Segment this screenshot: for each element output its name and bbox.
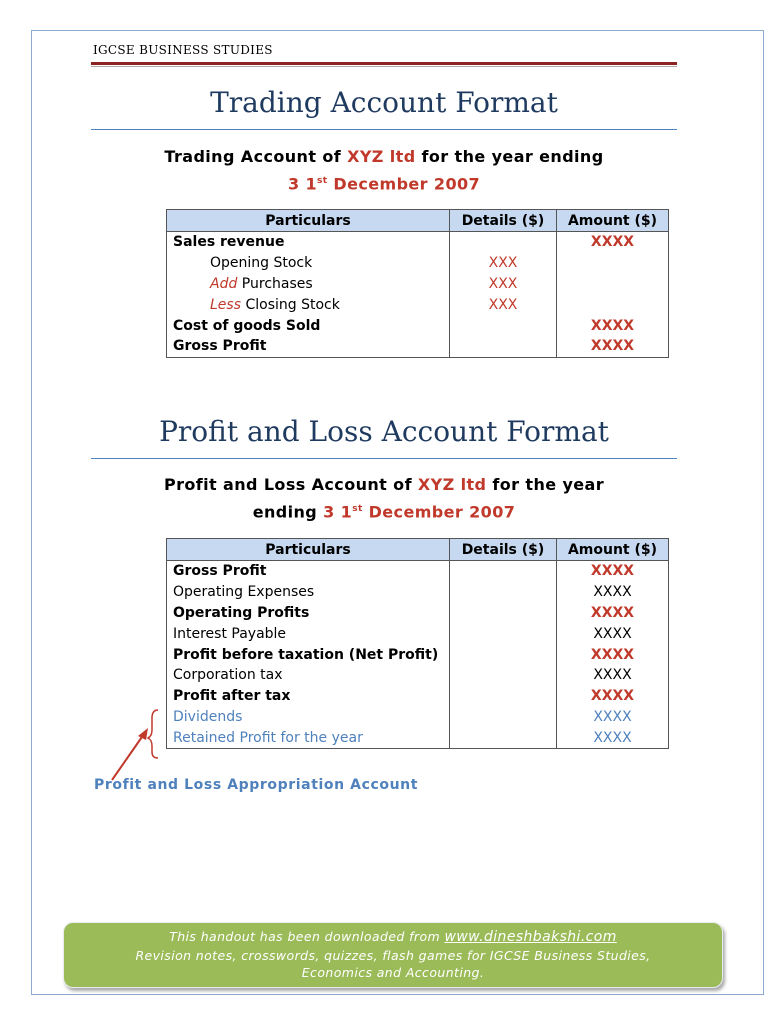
row-details xyxy=(450,315,557,336)
row-label: Gross Profit xyxy=(167,336,450,357)
column-header-details: Details ($) xyxy=(450,210,557,232)
table-row xyxy=(167,274,669,295)
row-details xyxy=(450,232,557,253)
row-details xyxy=(450,686,557,707)
table-row xyxy=(167,294,669,315)
row-label: Sales revenue xyxy=(167,232,450,253)
column-header-amount: Amount ($) xyxy=(557,539,669,561)
pl-subtitle-b: for the year xyxy=(486,475,605,494)
row-prefix: Less xyxy=(210,296,242,313)
row-details xyxy=(450,336,557,357)
trading-subtitle-b: for the year ending xyxy=(415,147,604,166)
column-header-details: Details ($) xyxy=(450,539,557,561)
row-label: Gross Profit xyxy=(167,561,450,582)
footer-line-1 xyxy=(63,929,723,945)
row-amount: XXXX xyxy=(557,315,669,336)
row-details xyxy=(450,707,557,728)
row-details xyxy=(450,644,557,665)
row-details: XXX xyxy=(450,253,557,274)
row-label: Operating Expenses xyxy=(167,582,450,603)
row-details xyxy=(450,582,557,603)
pl-table xyxy=(166,538,669,749)
row-amount: XXXX xyxy=(557,707,669,728)
table-header-row xyxy=(167,539,669,561)
pl-subtitle-sup: st xyxy=(352,504,363,514)
header-rule-thin xyxy=(91,66,677,67)
row-amount: XXXX xyxy=(557,232,669,253)
pl-subtitle-a: Profit and Loss Account of xyxy=(163,475,418,494)
row-label: Closing Stock xyxy=(241,296,340,313)
row-amount: XXXX xyxy=(557,603,669,624)
table-row xyxy=(167,665,669,686)
pl-subtitle-company: XYZ ltd xyxy=(417,475,487,494)
row-label: Interest Payable xyxy=(167,623,450,644)
trading-subtitle-company: XYZ ltd xyxy=(347,147,416,166)
table-row xyxy=(167,336,669,357)
trading-table xyxy=(166,209,669,358)
footer-link[interactable]: www.dineshbakshi.com xyxy=(444,929,617,945)
pl-subtitle-day: 3 1 xyxy=(323,502,353,522)
row-amount xyxy=(557,253,669,274)
row-label-cell xyxy=(167,274,450,295)
row-label: Cost of goods Sold xyxy=(167,315,450,336)
row-amount: XXXX xyxy=(557,623,669,644)
row-label: Profit before taxation (Net Profit) xyxy=(167,644,450,665)
row-label: Retained Profit for the year xyxy=(167,727,450,748)
row-label: Profit after tax xyxy=(167,686,450,707)
column-header-particulars: Particulars xyxy=(167,539,450,561)
table-row xyxy=(167,315,669,336)
trading-subtitle xyxy=(91,144,677,196)
row-amount: XXXX xyxy=(557,644,669,665)
row-details xyxy=(450,727,557,748)
header-label: IGCSE BUSINESS STUDIES xyxy=(93,43,273,57)
table-row xyxy=(167,707,669,728)
pl-title: Profit and Loss Account Format xyxy=(159,415,609,448)
row-amount: XXXX xyxy=(557,582,669,603)
trading-subtitle-day: 3 1 xyxy=(287,174,317,194)
table-row xyxy=(167,727,669,748)
row-details xyxy=(450,561,557,582)
trading-title-rule xyxy=(91,129,677,130)
row-amount xyxy=(557,294,669,315)
table-row xyxy=(167,561,669,582)
table-row xyxy=(167,253,669,274)
row-label: Operating Profits xyxy=(167,603,450,624)
row-label: Purchases xyxy=(237,275,313,292)
row-label: Dividends xyxy=(167,707,450,728)
row-details xyxy=(450,665,557,686)
header-rule xyxy=(91,62,677,65)
row-details xyxy=(450,623,557,644)
table-row xyxy=(167,644,669,665)
footer-line-3: Economics and Accounting. xyxy=(301,965,485,980)
column-header-amount: Amount ($) xyxy=(557,210,669,232)
pl-subtitle xyxy=(91,472,677,524)
table-row xyxy=(167,686,669,707)
row-amount: XXXX xyxy=(557,336,669,357)
row-label: Corporation tax xyxy=(167,665,450,686)
appropriation-label: Profit and Loss Appropriation Account xyxy=(94,777,419,793)
table-row xyxy=(167,232,669,253)
row-amount: XXXX xyxy=(557,665,669,686)
row-amount: XXXX xyxy=(557,561,669,582)
table-row xyxy=(167,623,669,644)
row-details xyxy=(450,603,557,624)
row-label-cell xyxy=(167,294,450,315)
row-details: XXX xyxy=(450,294,557,315)
table-row xyxy=(167,603,669,624)
row-prefix: Add xyxy=(210,275,238,292)
row-details: XXX xyxy=(450,274,557,295)
row-amount xyxy=(557,274,669,295)
column-header-particulars: Particulars xyxy=(167,210,450,232)
row-label: Opening Stock xyxy=(167,253,450,274)
row-amount: XXXX xyxy=(557,686,669,707)
trading-subtitle-sup: st xyxy=(316,176,328,186)
brace-arrow-icon xyxy=(108,708,168,784)
row-amount: XXXX xyxy=(557,727,669,748)
pl-title-rule xyxy=(91,458,677,459)
table-row xyxy=(167,582,669,603)
trading-title: Trading Account Format xyxy=(210,86,558,119)
pl-subtitle-date: December 2007 xyxy=(362,502,516,522)
trading-subtitle-a: Trading Account of xyxy=(164,147,348,166)
footer-line-1-text: This handout has been downloaded from xyxy=(169,929,445,944)
trading-subtitle-date: December 2007 xyxy=(327,174,481,194)
pl-subtitle-c: ending xyxy=(252,502,324,522)
table-header-row xyxy=(167,210,669,232)
footer-line-2: Revision notes, crosswords, quizzes, flash games for IGCSE Business Studies, xyxy=(135,948,651,963)
